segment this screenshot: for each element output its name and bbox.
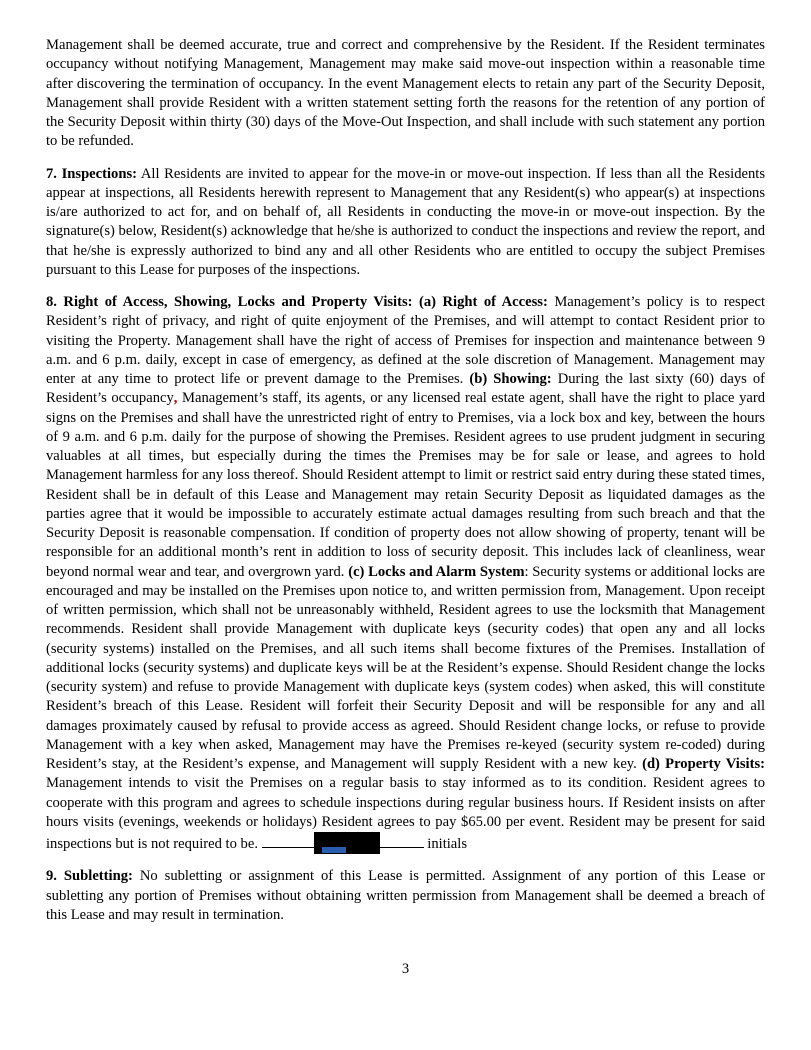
paragraph-inspections-heading: 7. Inspections: [46,165,138,182]
paragraph-subletting-text: No subletting or assignment of this Lease is permitted. Assignment of any portion of this Lease or subletting any portion of Premises without obtaining written permission from Management shall be deemed a breach of this Lease and may result in termination. [46,868,765,923]
section8-sub-c-text: : Security systems or additional locks are encouraged and may be installed on the Premises upon notice to, and written permission from, Management. Upon receipt of written permission, which shall not be unreasonably withheld, Resident agrees to use the locksmith that Management recommends. Resident shall provide Management with duplicate keys (security codes) that open any and all locks (security systems) installed on the Premises, and all such items shall become fixtures of the Premises. Installation of additional locks (security systems) and duplicate keys will be at the Resident’s expense. Should Resident change the locks (security system) and refuse to provide Management with duplicate keys (system codes) when asked, this will constitute Resident’s breach of this Lease. Resident will forfeit their Security Deposit and will be responsible for any and all damages proximately caused by refusal to provide access as agreed. Should Resident change locks, or refuse to provide Management with a key when asked, Management may have the Premises re-keyed (security system re-coded) during Resident’s stay, at the Resident’s expense, and Management will supply Resident with a new key. [46,563,766,772]
redacted-initials-block [314,832,380,854]
section8-sub-b-text-rest: Management’s staff, its agents, or any licensed real estate agent, shall have the right to place yard signs on the Premises and shall have the unrestricted right of entry to Premises, via a lock box and key, between the hours of 9 a.m. and 6 p.m. daily for the purpose of showing the Premises. Resident agrees to use prudent judgment in securing valuables at all times, but especially during the times the Premises may be for sale or lease, and agrees to hold Management harmless for any loss thereof. Should Resident attempt to limit or restrict said entry during these stated times, Resident shall be in default of this Lease and Management may retain Security Deposit as liquidated damages as the parties agree that it would be impossible to accurately estimate actual damages resulting from such breach and that the Security Deposit is reasonable compensation. If condition of property does not allow showing of property, tenant will be responsible for an additional month’s rent in addition to loss of security deposit. This includes lack of cleanliness, wear beyond normal wear and tear, and overgrown yard. [46,390,766,580]
section8-heading: 8. Right of Access, Showing, Locks and Property Visits: [46,294,413,310]
paragraph-right-of-access [46,293,765,854]
paragraph-continued-text: Management shall be deemed accurate, true and correct and comprehensive by the Resident. If the Resident terminates occupancy without notifying Management, Management may make said move-out inspection within a reasonable time after discovering the termination of occupancy. In the event Management elects to retain any part of the Security Deposit, Management shall provide Resident with a written statement setting forth the reasons for the retention of any portion of the Security Deposit within thirty (30) days of the Move-Out Inspection, and shall include with such statement any portion to be refunded. [46,37,765,150]
section8-sub-d-label: (d) Property Visits: [642,756,765,772]
paragraph-continued [46,36,765,152]
section8-sub-a-text: Management’s policy is to respect Resident’s right of privacy, and right of quite enjoyment of the Premises, and will attempt to contact Resident prior to visiting the Property. Management shall have the right of access of Premises for inspection and maintenance between 9 a.m. and 6 p.m. daily, except in case of emergency, as defined at the sole discretion of Management. Management may enter at any time to protect life or prevent damage to the Premises. [46,294,766,387]
paragraph-subletting-heading: 9. Subletting: [46,868,133,885]
paragraph-inspections [46,165,765,281]
section8-sub-d-text: Management intends to visit the Premises on a regular basis to stay informed as to its condition. Resident agrees to cooperate with this program and agrees to schedule inspections during regular business hours. If Resident insists on after hours visits (evenings, weekends or holidays) Resident agrees to pay $65.00 per event. Resident may be present for said inspections but is not required to be. [46,775,765,852]
section8-sub-b-text-first: During the last sixty (60) days of Resident’s occupancy [46,371,765,407]
section8-edited-comma: , [173,390,178,407]
section8-sub-c-label: (c) Locks and Alarm System [348,563,525,580]
paragraph-subletting [46,867,765,925]
initials-label: initials [427,836,468,852]
initials-blank-line-right[interactable] [380,834,424,848]
initials-blank-line-left[interactable] [262,834,314,848]
section8-sub-a-label: (a) Right of Access: [419,294,548,310]
text-selection-highlight [322,847,346,853]
section8-sub-b-label: (b) Showing: [469,371,552,387]
page-number: 3 [401,961,410,977]
paragraph-inspections-text: All Residents are invited to appear for the move-in or move-out inspection. If less than all the Residents appear at inspections, all Residents herewith represent to Management that any Resident(s) who appear(s) at inspections is/are authorized to act for, and on behalf of, all Residents in conducting the move-in or move-out inspection. By the signature(s) below, Resident(s) acknowledge that he/she is authorized to conduct the inspections and review the report, and that he/she is expressly authorized to bind any and all other Residents who are entitled to occupy the subject Premises pursuant to this Lease for purposes of the inspections. [46,165,766,278]
